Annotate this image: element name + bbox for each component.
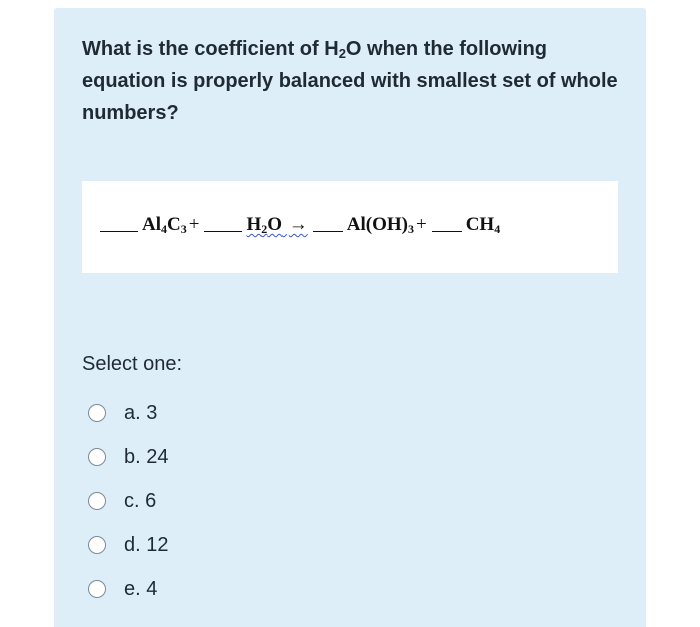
chemical-equation xyxy=(100,214,500,236)
option-e-label: e. 4 xyxy=(124,577,158,600)
coefficient-blank-3 xyxy=(313,231,343,232)
radio-button-a[interactable] xyxy=(88,404,106,422)
coefficient-blank-4 xyxy=(432,231,462,232)
radio-button-b[interactable] xyxy=(88,448,106,466)
reactant-al4c3: $Al_4C_3$ xyxy=(142,214,187,236)
option-d[interactable] xyxy=(88,523,168,567)
radio-button-e[interactable] xyxy=(88,580,106,598)
plus-sign-1: + xyxy=(188,214,200,235)
reactant-h2o: $H_2O$ → xyxy=(246,214,308,236)
question-subscript: 2 xyxy=(338,46,346,61)
option-d-label: d. 12 xyxy=(124,533,169,556)
product-ch4: $CH_4$ xyxy=(465,214,501,236)
option-b-label: b. 24 xyxy=(124,445,169,468)
option-c[interactable] xyxy=(88,479,168,523)
option-e[interactable] xyxy=(88,567,168,611)
select-one-label: Select one: xyxy=(82,353,183,375)
radio-button-c[interactable] xyxy=(88,492,106,510)
option-a-label: a. 3 xyxy=(124,401,158,424)
question-part1: What is the coefficient of H xyxy=(82,38,339,60)
reaction-arrow: → xyxy=(288,214,308,235)
question-part2: O when the following equation is properly balanced with smallest set of whole numbers? xyxy=(82,38,618,124)
answer-options xyxy=(88,391,168,611)
coefficient-blank-2 xyxy=(204,231,242,232)
option-a[interactable] xyxy=(88,391,168,435)
coefficient-blank-1 xyxy=(100,231,138,232)
option-b[interactable] xyxy=(88,435,168,479)
option-c-label: c. 6 xyxy=(124,489,157,512)
product-aloh3: $Al(OH)_3$ xyxy=(346,214,414,236)
equation-box xyxy=(82,181,618,273)
radio-button-d[interactable] xyxy=(88,536,106,554)
plus-sign-2: + xyxy=(415,214,427,235)
question-text xyxy=(82,33,622,129)
